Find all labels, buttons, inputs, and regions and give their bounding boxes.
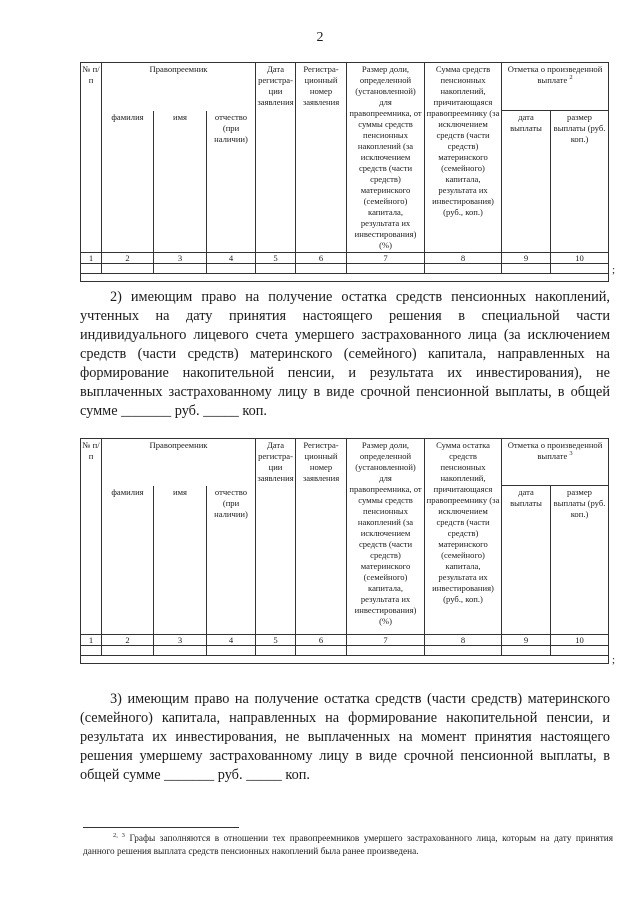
empty-data-row: [81, 655, 609, 663]
column-number: 6: [296, 634, 347, 645]
header-patronymic: отчество (при наличии): [207, 111, 256, 253]
table-1-semicolon: ;: [612, 264, 616, 276]
header-first-name: имя: [154, 111, 207, 253]
header-reg-number: Регистра-ционный номер заявления: [296, 439, 347, 635]
header-share-size: Размер доли, определенной (установленной) для правопреемника, от суммы средств пенсионных накоплений (за исключением средств (части средств) материнского (семейного) капитала, результата их инвестирования) (%): [347, 439, 425, 635]
header-successor: Правопреемник: [102, 439, 256, 486]
header-share-size: Размер доли, определенной (установленной) для правопреемника, от суммы средств пенсионных накоплений (за исключением средств (части средств) материнского (семейного) капитала, результата их инвестирования) (%): [347, 63, 425, 253]
column-number: 1: [81, 253, 102, 264]
column-number: 9: [502, 634, 551, 645]
column-number: 1: [81, 634, 102, 645]
header-num: № п/п: [81, 439, 102, 635]
header-successor: Правопреемник: [102, 63, 256, 111]
column-number: 8: [425, 634, 502, 645]
header-num: № п/п: [81, 63, 102, 253]
empty-data-row: [81, 645, 609, 655]
page-number: 2: [316, 30, 324, 45]
header-payment-mark: [502, 439, 609, 486]
paragraph-2-text: 2) имеющим право на получение остатка средств пенсионных накоплений, учтенных на дату принятия настоящего решения в специальной части индивидуального лицевого счета умершего застрахованного лица (за исключением средств (части средств) материнского (семейного) капитала, направленных на формирование накопительной пенсии, и результата их инвестирования), не выплаченных застрахованному лицу в виде срочной пенсионной выплаты, в общей сумме _______ руб. _____ коп.: [80, 289, 610, 419]
header-pay-date: дата выплаты: [502, 111, 551, 253]
column-number: 2: [102, 253, 154, 264]
footnote-divider: [83, 827, 239, 828]
header-reg-date: Дата регистра-ции заявления: [256, 439, 296, 635]
paragraph-2: [80, 288, 610, 421]
column-number-row: [81, 634, 609, 645]
header-pay-date: дата выплаты: [502, 486, 551, 635]
successor-table-1: [80, 62, 609, 282]
header-reg-date: Дата регистра-ции заявления: [256, 63, 296, 253]
header-surname: фамилия: [102, 111, 154, 253]
column-number: 8: [425, 253, 502, 264]
header-pay-amount: размер выплаты (руб. коп.): [551, 486, 609, 635]
column-number: 10: [551, 253, 609, 264]
column-number: 10: [551, 634, 609, 645]
header-first-name: имя: [154, 486, 207, 635]
header-payment-mark: [502, 63, 609, 111]
header-reg-number: Регистра-ционный номер заявления: [296, 63, 347, 253]
column-number-row: [81, 253, 609, 264]
header-surname: фамилия: [102, 486, 154, 635]
column-number: 6: [296, 253, 347, 264]
successor-table-2: [80, 438, 609, 664]
column-number: 5: [256, 253, 296, 264]
empty-data-row: [81, 264, 609, 274]
column-number: 5: [256, 634, 296, 645]
column-number: 7: [347, 253, 425, 264]
paragraph-3: [80, 690, 610, 785]
payment-mark-label: Отметка о произведенной выплате: [507, 440, 603, 461]
table-2-semicolon: ;: [612, 654, 616, 666]
column-number: 4: [207, 253, 256, 264]
header-patronymic: отчество (при наличии): [207, 486, 256, 635]
column-number: 4: [207, 634, 256, 645]
header-sum: Сумма средств пенсионных накоплений, причитающаяся правопреемнику (за исключением средств (части средств) материнского (семейного) капитала, результата их инвестирования) (руб., коп.): [425, 63, 502, 253]
footnote-text: Графы заполняются в отношении тех правопреемников умершего застрахованного лица, которым на дату принятия данного решения выплата средств пенсионных накоплений была ранее произведена.: [83, 834, 614, 857]
column-number: 9: [502, 253, 551, 264]
payment-mark-label: Отметка о произведенной выплате: [507, 64, 603, 85]
footnote-marks: 2, 3: [113, 831, 125, 839]
footnote-mark: 2: [569, 74, 573, 82]
header-pay-amount: размер выплаты (руб. коп.): [551, 111, 609, 253]
footnote: [83, 833, 613, 859]
paragraph-3-text: 3) имеющим право на получение остатка средств (части средств) материнского (семейного) капитала, направленных на формирование накопительной пенсии, и результата их инвестирования, не выплаченных на момент принятия настоящего решения умершему застрахованному лицу в виде срочной пенсионной выплаты, в общей сумме _______ руб. _____ коп.: [80, 691, 610, 783]
footnote-mark: 3: [569, 450, 573, 458]
empty-data-row: [81, 274, 609, 282]
column-number: 2: [102, 634, 154, 645]
column-number: 7: [347, 634, 425, 645]
header-sum: Сумма остатка средств пенсионных накоплений, причитающаяся правопреемнику (за исключением средств (части средств) материнского (семейного) капитала, результата их инвестирования) (руб., коп.): [425, 439, 502, 635]
column-number: 3: [154, 634, 207, 645]
column-number: 3: [154, 253, 207, 264]
